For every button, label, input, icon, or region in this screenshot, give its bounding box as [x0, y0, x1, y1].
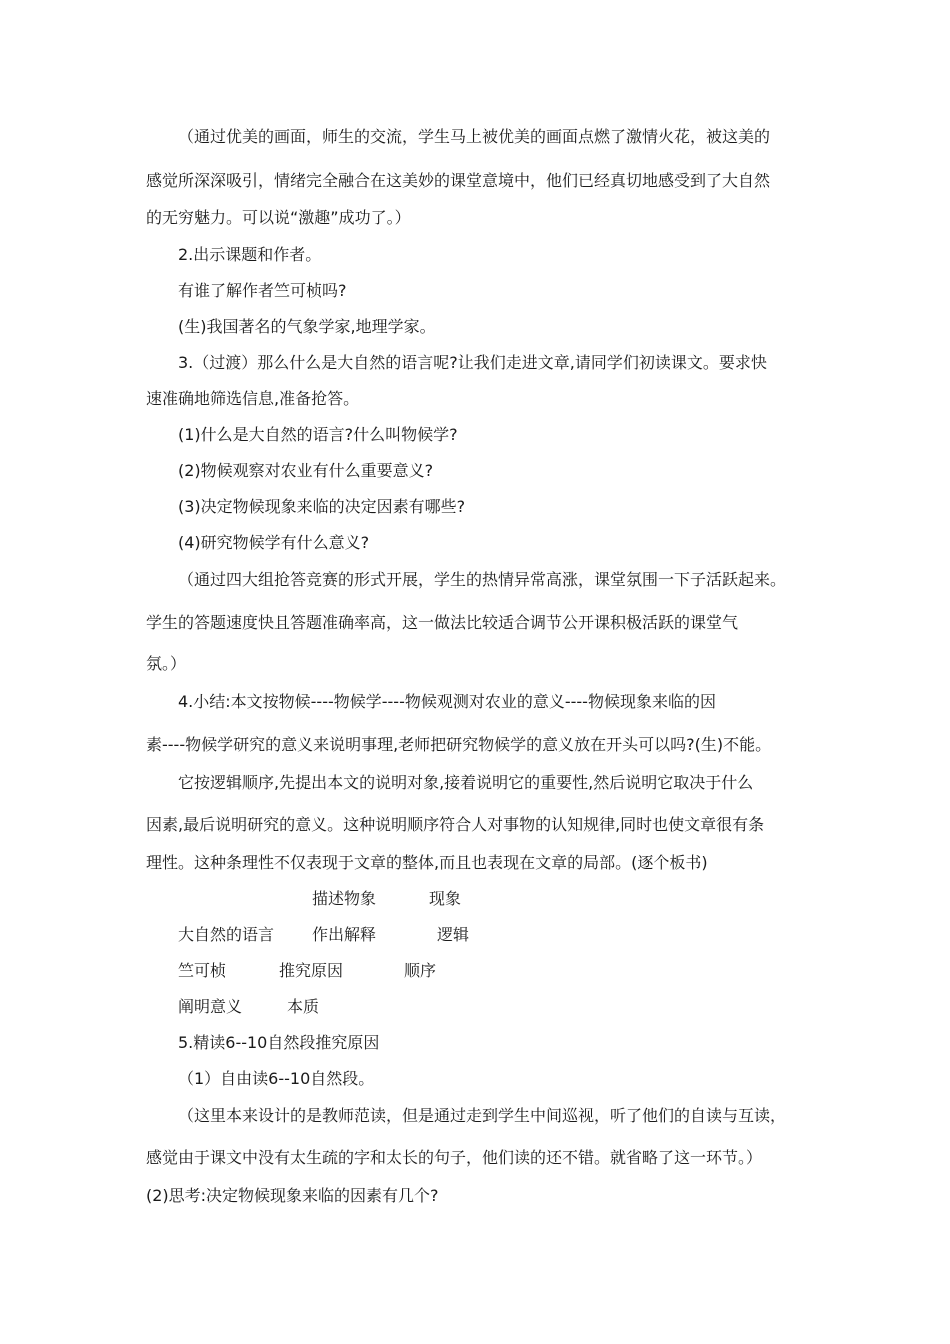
- text-line: 速准确地筛选信息,准备抢答。: [146, 389, 360, 408]
- text-line: 学生的答题速度快且答题准确率高，这一做法比较适合调节公开课积极活跃的课堂气: [146, 613, 739, 632]
- text-line: （通过四大组抢答竞赛的形式开展，学生的热情异常高涨，课堂氛围一下子活跃起来。: [178, 570, 787, 589]
- board-cell: 推究原因: [279, 961, 344, 980]
- board-cell: 逻辑: [437, 925, 470, 944]
- text-line: (1)什么是大自然的语言?什么叫物候学?: [178, 425, 458, 444]
- text-line: 它按逻辑顺序,先提出本文的说明对象,接着说明它的重要性,然后说明它取决于什么: [178, 773, 754, 792]
- text-line: 感觉由于课文中没有太生疏的字和太长的句子，他们读的还不错。就省略了这一环节。）: [146, 1148, 763, 1167]
- text-line: 4.小结:本文按物候----物候学----物候观测对农业的意义----物候现象来临的因: [178, 692, 716, 711]
- board-cell: 阐明意义: [178, 997, 243, 1016]
- text-line: 理性。这种条理性不仅表现于文章的整体,而且也表现在文章的局部。(逐个板书): [146, 853, 708, 872]
- text-line: 2.出示课题和作者。: [178, 245, 322, 264]
- text-line: (生)我国著名的气象学家,地理学家。: [178, 317, 436, 336]
- board-cell: 大自然的语言: [178, 925, 275, 944]
- text-line: (2)物候观察对农业有什么重要意义?: [178, 461, 434, 480]
- text-line: （1）自由读6--10自然段。: [178, 1069, 375, 1088]
- text-line: (2)思考:决定物候现象来临的因素有几个?: [146, 1186, 439, 1205]
- text-line: 感觉所深深吸引，情绪完全融合在这美妙的课堂意境中，他们已经真切地感受到了大自然: [146, 171, 771, 190]
- text-line: 5.精读6--10自然段推究原因: [178, 1033, 380, 1052]
- text-line: 素----物候学研究的意义来说明事理,老师把研究物候学的意义放在开头可以吗?(生)不能。: [146, 735, 772, 754]
- text-line: 的无穷魅力。可以说“激趣”成功了。）: [146, 208, 411, 227]
- text-line: 因素,最后说明研究的意义。这种说明顺序符合人对事物的认知规律,同时也使文章很有条: [146, 815, 765, 834]
- board-cell: 顺序: [404, 961, 437, 980]
- board-cell: 作出解释: [312, 925, 377, 944]
- text-line: (4)研究物候学有什么意义?: [178, 533, 370, 552]
- text-line: 有谁了解作者竺可桢吗?: [178, 281, 347, 300]
- text-line: （这里本来设计的是教师范读，但是通过走到学生中间巡视，听了他们的自读与互读，: [178, 1106, 787, 1125]
- text-line: (3)决定物候现象来临的决定因素有哪些?: [178, 497, 466, 516]
- board-cell: 描述物象: [312, 889, 377, 908]
- board-cell: 竺可桢: [178, 961, 227, 980]
- board-cell: 本质: [287, 997, 320, 1016]
- text-line: 氛。）: [146, 654, 187, 673]
- board-cell: 现象: [429, 889, 462, 908]
- text-line: （通过优美的画面，师生的交流，学生马上被优美的画面点燃了激情火花，被这美的: [178, 127, 771, 146]
- text-line: 3.（过渡）那么什么是大自然的语言呢?让我们走进文章,请同学们初读课文。要求快: [178, 353, 767, 372]
